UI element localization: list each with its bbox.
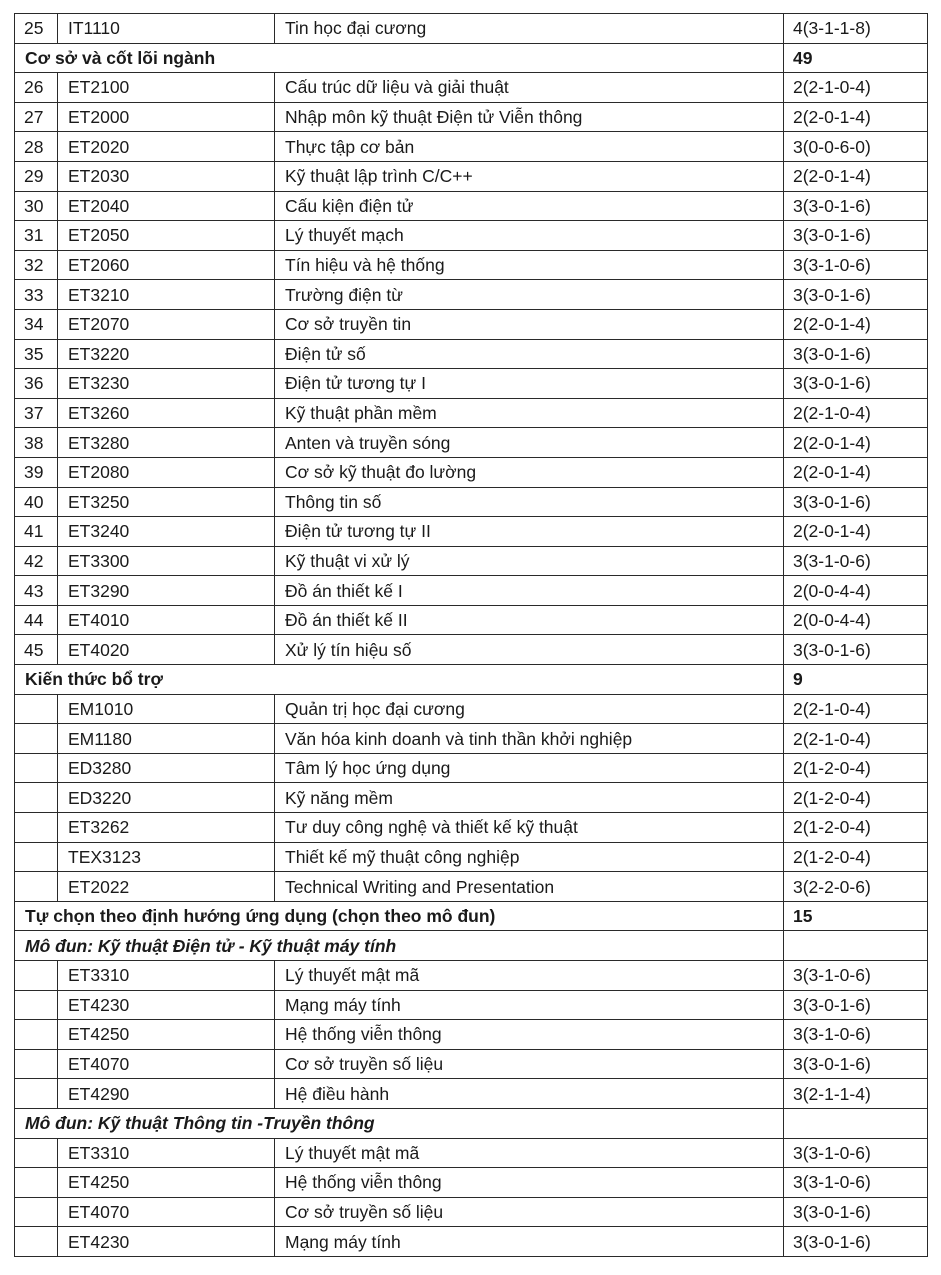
course-number — [15, 724, 58, 754]
course-number — [15, 990, 58, 1020]
course-name: Kỹ năng mềm — [275, 783, 784, 813]
course-name: Lý thuyết mạch — [275, 221, 784, 251]
course-name: Cấu trúc dữ liệu và giải thuật — [275, 73, 784, 103]
course-row — [15, 990, 928, 1020]
course-number: 35 — [15, 339, 58, 369]
course-credits: 2(2-0-1-4) — [784, 161, 928, 191]
course-row — [15, 1197, 928, 1227]
course-row — [15, 339, 928, 369]
course-name: Hệ điều hành — [275, 1079, 784, 1109]
course-code: ET2100 — [58, 73, 275, 103]
course-credits: 4(3-1-1-8) — [784, 14, 928, 44]
course-row — [15, 546, 928, 576]
course-code: ET3210 — [58, 280, 275, 310]
course-number: 40 — [15, 487, 58, 517]
course-name: Cơ sở truyền số liệu — [275, 1197, 784, 1227]
course-name: Mạng máy tính — [275, 1227, 784, 1257]
module-credits — [784, 931, 928, 961]
course-row — [15, 1138, 928, 1168]
section-title: Kiến thức bổ trợ — [15, 665, 784, 695]
course-number — [15, 813, 58, 843]
course-number — [15, 1197, 58, 1227]
course-number: 32 — [15, 250, 58, 280]
course-code: ET3310 — [58, 1138, 275, 1168]
course-credits: 2(2-0-1-4) — [784, 457, 928, 487]
course-row — [15, 842, 928, 872]
course-name: Tín hiệu và hệ thống — [275, 250, 784, 280]
course-code: ET4010 — [58, 605, 275, 635]
course-name: Điện tử tương tự I — [275, 369, 784, 399]
course-row — [15, 250, 928, 280]
module-header-row — [15, 1108, 928, 1138]
course-credits: 3(3-0-1-6) — [784, 635, 928, 665]
course-row — [15, 14, 928, 44]
section-header-row — [15, 665, 928, 695]
table-body — [15, 14, 928, 1257]
course-row — [15, 369, 928, 399]
course-number: 34 — [15, 309, 58, 339]
course-name: Mạng máy tính — [275, 990, 784, 1020]
course-number: 45 — [15, 635, 58, 665]
course-number — [15, 1079, 58, 1109]
course-row — [15, 398, 928, 428]
course-number: 33 — [15, 280, 58, 310]
course-name: Hệ thống viễn thông — [275, 1020, 784, 1050]
course-code: ET2022 — [58, 872, 275, 902]
course-row — [15, 221, 928, 251]
course-name: Lý thuyết mật mã — [275, 961, 784, 991]
course-code: ET3220 — [58, 339, 275, 369]
course-name: Trường điện từ — [275, 280, 784, 310]
course-number: 31 — [15, 221, 58, 251]
course-name: Văn hóa kinh doanh và tinh thần khởi nghiệp — [275, 724, 784, 754]
course-credits: 2(2-1-0-4) — [784, 398, 928, 428]
section-credits: 15 — [784, 901, 928, 931]
course-row — [15, 457, 928, 487]
course-code: ET4250 — [58, 1020, 275, 1050]
course-row — [15, 635, 928, 665]
course-code: ET4070 — [58, 1197, 275, 1227]
course-name: Quản trị học đại cương — [275, 694, 784, 724]
course-row — [15, 576, 928, 606]
course-row — [15, 1168, 928, 1198]
course-number — [15, 694, 58, 724]
course-number: 42 — [15, 546, 58, 576]
course-credits: 3(3-0-1-6) — [784, 339, 928, 369]
course-code: ET4250 — [58, 1168, 275, 1198]
course-row — [15, 1020, 928, 1050]
course-number: 38 — [15, 428, 58, 458]
course-row — [15, 309, 928, 339]
course-credits: 2(2-1-0-4) — [784, 694, 928, 724]
course-credits: 3(3-0-1-6) — [784, 1049, 928, 1079]
section-header-row — [15, 43, 928, 73]
course-name: Thông tin số — [275, 487, 784, 517]
course-number — [15, 783, 58, 813]
course-number — [15, 1049, 58, 1079]
course-code: ET3240 — [58, 517, 275, 547]
course-name: Đồ án thiết kế I — [275, 576, 784, 606]
course-code: ED3280 — [58, 753, 275, 783]
course-code: ET3260 — [58, 398, 275, 428]
course-credits: 2(2-1-0-4) — [784, 73, 928, 103]
module-header-row — [15, 931, 928, 961]
course-credits: 3(3-1-0-6) — [784, 1020, 928, 1050]
section-header-row — [15, 901, 928, 931]
course-row — [15, 813, 928, 843]
course-credits: 2(2-0-1-4) — [784, 309, 928, 339]
course-row — [15, 161, 928, 191]
course-name: Tin học đại cương — [275, 14, 784, 44]
course-code: EM1010 — [58, 694, 275, 724]
course-row — [15, 605, 928, 635]
course-number: 25 — [15, 14, 58, 44]
course-name: Điện tử tương tự II — [275, 517, 784, 547]
course-name: Điện tử số — [275, 339, 784, 369]
course-row — [15, 428, 928, 458]
course-code: ET2030 — [58, 161, 275, 191]
course-row — [15, 73, 928, 103]
course-name: Cơ sở truyền tin — [275, 309, 784, 339]
course-credits: 2(1-2-0-4) — [784, 842, 928, 872]
section-title: Tự chọn theo định hướng ứng dụng (chọn theo mô đun) — [15, 901, 784, 931]
course-code: ET3280 — [58, 428, 275, 458]
course-credits: 3(3-1-0-6) — [784, 250, 928, 280]
course-row — [15, 724, 928, 754]
course-credits: 3(2-2-0-6) — [784, 872, 928, 902]
course-code: ET4230 — [58, 1227, 275, 1257]
course-code: ET2080 — [58, 457, 275, 487]
course-code: ET2020 — [58, 132, 275, 162]
course-credits: 3(3-0-1-6) — [784, 191, 928, 221]
course-number: 26 — [15, 73, 58, 103]
course-credits: 2(2-1-0-4) — [784, 724, 928, 754]
course-name: Kỹ thuật vi xử lý — [275, 546, 784, 576]
course-credits: 2(2-0-1-4) — [784, 517, 928, 547]
course-row — [15, 872, 928, 902]
course-code: EM1180 — [58, 724, 275, 754]
course-credits: 3(3-1-0-6) — [784, 961, 928, 991]
course-code: ET4070 — [58, 1049, 275, 1079]
course-credits: 3(3-1-0-6) — [784, 1168, 928, 1198]
course-number: 43 — [15, 576, 58, 606]
course-name: Cơ sở kỹ thuật đo lường — [275, 457, 784, 487]
course-row — [15, 487, 928, 517]
course-name: Technical Writing and Presentation — [275, 872, 784, 902]
course-number: 29 — [15, 161, 58, 191]
course-code: ET2070 — [58, 309, 275, 339]
section-title: Cơ sở và cốt lõi ngành — [15, 43, 784, 73]
course-number: 27 — [15, 102, 58, 132]
course-number — [15, 1168, 58, 1198]
course-row — [15, 280, 928, 310]
course-number — [15, 753, 58, 783]
course-name: Cấu kiện điện tử — [275, 191, 784, 221]
course-name: Đồ án thiết kế II — [275, 605, 784, 635]
course-credits: 2(1-2-0-4) — [784, 813, 928, 843]
course-credits: 2(1-2-0-4) — [784, 753, 928, 783]
course-number — [15, 872, 58, 902]
course-number — [15, 842, 58, 872]
course-credits: 2(0-0-4-4) — [784, 576, 928, 606]
course-number — [15, 961, 58, 991]
course-name: Tâm lý học ứng dụng — [275, 753, 784, 783]
course-name: Thiết kế mỹ thuật công nghiệp — [275, 842, 784, 872]
course-credits: 3(3-0-1-6) — [784, 487, 928, 517]
course-number: 28 — [15, 132, 58, 162]
course-code: ET2040 — [58, 191, 275, 221]
course-row — [15, 783, 928, 813]
course-row — [15, 1079, 928, 1109]
course-code: ED3220 — [58, 783, 275, 813]
course-name: Xử lý tín hiệu số — [275, 635, 784, 665]
course-credits: 3(0-0-6-0) — [784, 132, 928, 162]
course-name: Tư duy công nghệ và thiết kế kỹ thuật — [275, 813, 784, 843]
course-code: ET4230 — [58, 990, 275, 1020]
course-name: Cơ sở truyền số liệu — [275, 1049, 784, 1079]
course-code: ET3300 — [58, 546, 275, 576]
course-code: ET2050 — [58, 221, 275, 251]
course-credits: 2(2-0-1-4) — [784, 428, 928, 458]
course-row — [15, 102, 928, 132]
course-code: ET3290 — [58, 576, 275, 606]
course-row — [15, 132, 928, 162]
course-row — [15, 694, 928, 724]
course-credits: 3(3-0-1-6) — [784, 990, 928, 1020]
course-number: 44 — [15, 605, 58, 635]
course-code: ET3262 — [58, 813, 275, 843]
course-code: ET3310 — [58, 961, 275, 991]
course-credits: 3(3-1-0-6) — [784, 1138, 928, 1168]
course-row — [15, 1227, 928, 1257]
course-code: ET2060 — [58, 250, 275, 280]
course-code: ET3230 — [58, 369, 275, 399]
module-credits — [784, 1108, 928, 1138]
course-number: 36 — [15, 369, 58, 399]
course-credits: 3(3-0-1-6) — [784, 280, 928, 310]
course-number: 41 — [15, 517, 58, 547]
course-number — [15, 1138, 58, 1168]
course-credits: 3(2-1-1-4) — [784, 1079, 928, 1109]
curriculum-table — [14, 13, 928, 1257]
course-code: ET4290 — [58, 1079, 275, 1109]
course-name: Lý thuyết mật mã — [275, 1138, 784, 1168]
section-credits: 9 — [784, 665, 928, 695]
course-row — [15, 517, 928, 547]
course-name: Thực tập cơ bản — [275, 132, 784, 162]
course-name: Kỹ thuật lập trình C/C++ — [275, 161, 784, 191]
course-code: ET4020 — [58, 635, 275, 665]
module-title: Mô đun: Kỹ thuật Thông tin -Truyền thông — [15, 1108, 784, 1138]
course-credits: 3(3-1-0-6) — [784, 546, 928, 576]
course-number — [15, 1020, 58, 1050]
course-credits: 3(3-0-1-6) — [784, 221, 928, 251]
course-name: Anten và truyền sóng — [275, 428, 784, 458]
course-credits: 3(3-0-1-6) — [784, 369, 928, 399]
course-code: ET3250 — [58, 487, 275, 517]
course-number — [15, 1227, 58, 1257]
course-credits: 3(3-0-1-6) — [784, 1227, 928, 1257]
course-name: Nhập môn kỹ thuật Điện tử Viễn thông — [275, 102, 784, 132]
course-credits: 2(0-0-4-4) — [784, 605, 928, 635]
course-row — [15, 1049, 928, 1079]
course-row — [15, 191, 928, 221]
module-title: Mô đun: Kỹ thuật Điện tử - Kỹ thuật máy tính — [15, 931, 784, 961]
course-credits: 2(1-2-0-4) — [784, 783, 928, 813]
course-code: IT1110 — [58, 14, 275, 44]
course-credits: 3(3-0-1-6) — [784, 1197, 928, 1227]
course-number: 39 — [15, 457, 58, 487]
course-credits: 2(2-0-1-4) — [784, 102, 928, 132]
course-name: Kỹ thuật phần mềm — [275, 398, 784, 428]
course-code: ET2000 — [58, 102, 275, 132]
course-number: 37 — [15, 398, 58, 428]
section-credits: 49 — [784, 43, 928, 73]
course-name: Hệ thống viễn thông — [275, 1168, 784, 1198]
course-number: 30 — [15, 191, 58, 221]
course-row — [15, 753, 928, 783]
course-code: TEX3123 — [58, 842, 275, 872]
course-row — [15, 961, 928, 991]
